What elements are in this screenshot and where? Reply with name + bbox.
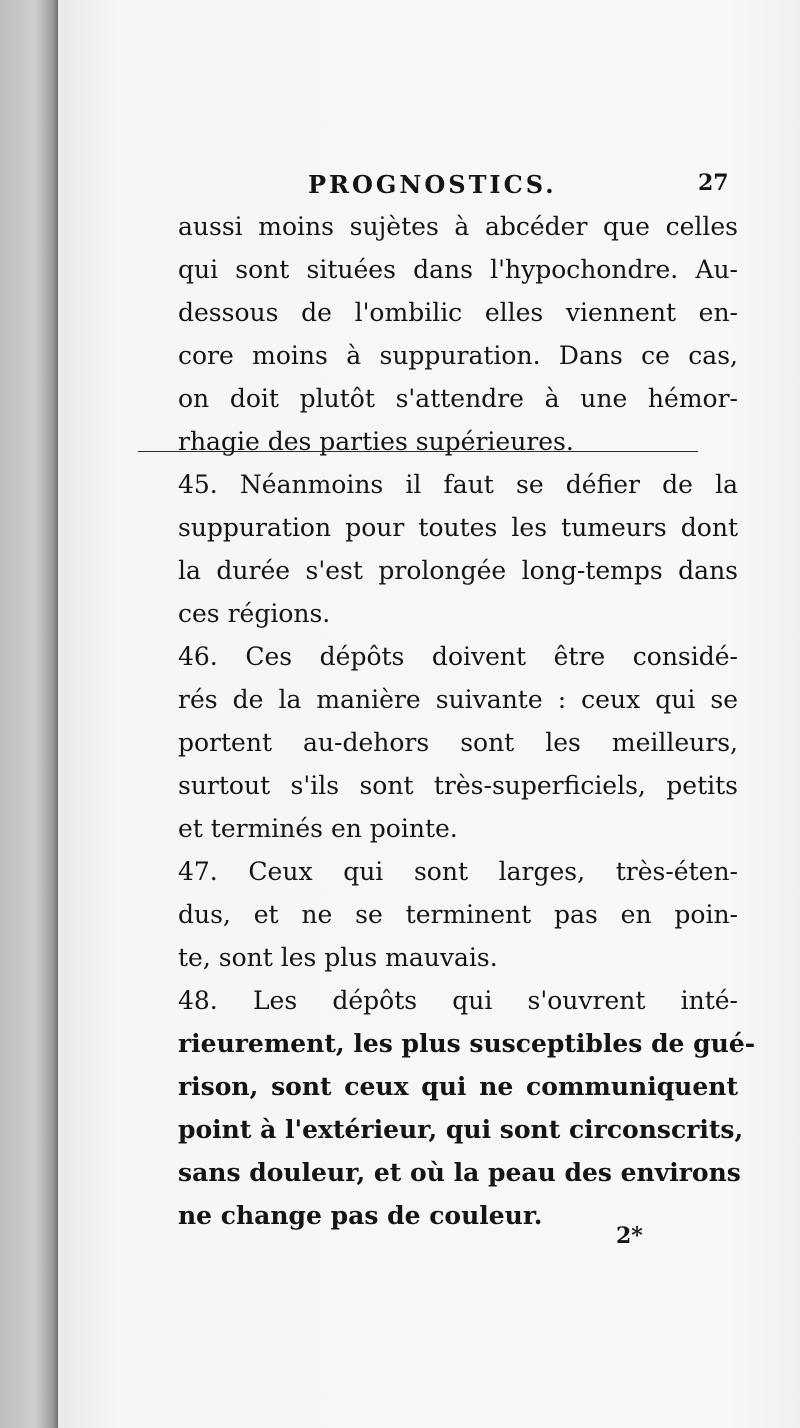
- text-line: et terminés en pointe.: [178, 814, 458, 843]
- text-line: qui sont situées dans l'hypochondre. Au-: [178, 255, 738, 284]
- text-line: point à l'extérieur, qui sont circonscrits,: [178, 1115, 744, 1144]
- text-line: dus, et ne se terminent pas en poin-: [178, 900, 738, 929]
- text-line: rieurement, les plus susceptibles de gué-: [178, 1029, 756, 1058]
- running-head: PROGNOSTICS.: [308, 170, 557, 199]
- text-line: rhagie des parties supérieures.: [178, 427, 574, 456]
- text-line: sans douleur, et où la peau des environs: [178, 1158, 741, 1187]
- text-line: on doit plutôt s'attendre à une hémor-: [178, 384, 738, 413]
- text-line: ne change pas de couleur.: [178, 1201, 543, 1230]
- text-line: suppuration pour toutes les tumeurs dont: [178, 513, 738, 542]
- text-line: surtout s'ils sont très-superficiels, petits: [178, 771, 738, 800]
- signature-mark: 2*: [616, 1223, 643, 1249]
- text-line: aussi moins sujètes à abcéder que celles: [178, 212, 738, 241]
- page-number: 27: [698, 170, 729, 196]
- text-line: rison, sont ceux qui ne communiquent: [178, 1072, 738, 1101]
- text-line: dessous de l'ombilic elles viennent en-: [178, 298, 738, 327]
- page-sheet: [58, 0, 800, 1428]
- paragraph-45-line: 45. Néanmoins il faut se défier de la: [178, 470, 738, 499]
- page-text-block: [58, 0, 800, 1428]
- text-line: rés de la manière suivante : ceux qui se: [178, 685, 738, 714]
- paragraph-46-line: 46. Ces dépôts doivent être considé-: [178, 642, 738, 671]
- section-rule: [138, 451, 698, 452]
- paragraph-48-line: 48. Les dépôts qui s'ouvrent inté-: [178, 986, 738, 1015]
- text-line: portent au-dehors sont les meilleurs,: [178, 728, 738, 757]
- text-line: core moins à suppuration. Dans ce cas,: [178, 341, 738, 370]
- paragraph-47-line: 47. Ceux qui sont larges, très-éten-: [178, 857, 738, 886]
- text-line: la durée s'est prolongée long-temps dans: [178, 556, 738, 585]
- text-line: te, sont les plus mauvais.: [178, 943, 498, 972]
- text-line: ces régions.: [178, 599, 331, 628]
- book-spine-edge: [0, 0, 58, 1428]
